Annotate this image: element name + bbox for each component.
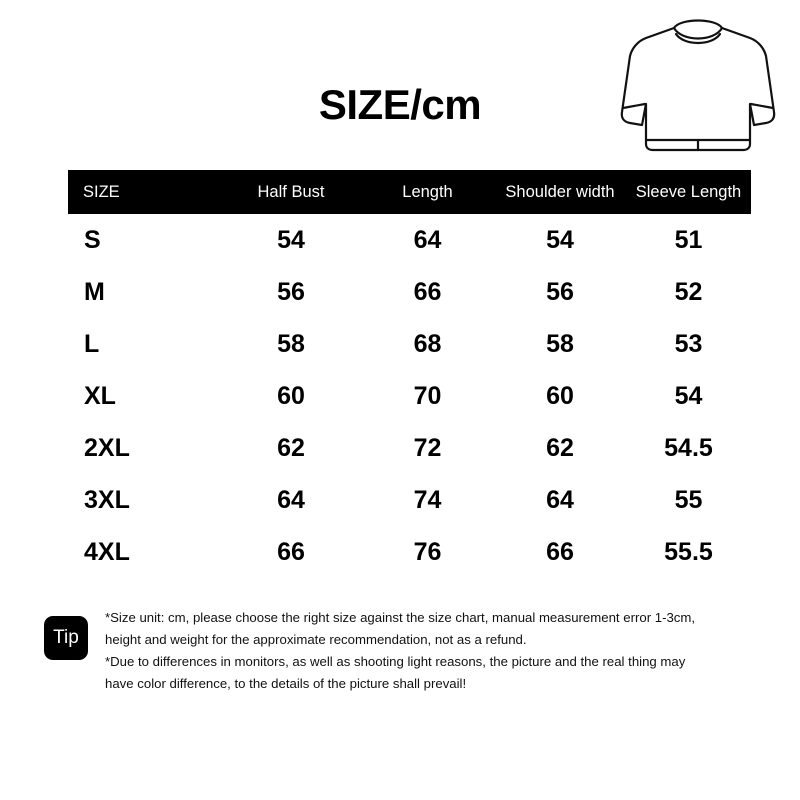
column-header-length: Length [361,170,494,214]
cell-size: L [84,329,100,358]
cell-length: 66 [413,277,442,306]
table-header-row [68,170,751,214]
cell-sleeve-length: 55.5 [664,537,713,566]
cell-half-bust: 58 [277,329,305,358]
cell-sleeve-length: 53 [674,329,703,358]
cell-half-bust: 66 [277,537,305,566]
cell-shoulder-width: 62 [546,433,574,462]
cell-size: M [84,277,105,306]
column-header-shoulder-width: Shoulder width [494,170,626,214]
cell-shoulder-width: 64 [546,485,574,514]
cell-sleeve-length: 54.5 [664,433,713,462]
cell-shoulder-width: 54 [546,225,574,254]
table-header [68,170,751,214]
cell-half-bust: 60 [277,381,305,410]
cell-length: 72 [413,433,442,462]
cell-length: 76 [413,537,442,566]
tip-badge: Tip [44,616,88,660]
table-row [68,266,751,318]
column-header-sleeve-length: Sleeve Length [626,170,751,214]
cell-length: 70 [413,381,442,410]
table-row [68,214,751,266]
table-row [68,318,751,370]
table-row [68,422,751,474]
sweater-illustration [618,8,778,158]
cell-size: S [84,225,101,254]
tip-text [105,608,764,694]
table-row [68,370,751,422]
cell-sleeve-length: 51 [674,225,703,254]
tip-line: *Due to differences in monitors, as well as shooting light reasons, the picture and the real thing may [105,654,686,670]
cell-size: 2XL [84,433,130,462]
cell-half-bust: 62 [277,433,305,462]
cell-half-bust: 64 [277,485,305,514]
table-row [68,526,751,578]
table-body [68,214,751,578]
cell-shoulder-width: 56 [546,277,574,306]
tip-section [44,608,764,696]
cell-shoulder-width: 66 [546,537,574,566]
cell-sleeve-length: 54 [674,381,703,410]
tip-line: height and weight for the approximate recommendation, not as a refund. [105,632,527,648]
tip-line: have color difference, to the details of the picture shall prevail! [105,676,467,692]
cell-half-bust: 54 [277,225,305,254]
cell-length: 64 [413,225,442,254]
cell-shoulder-width: 58 [546,329,574,358]
column-header-size: SIZE [68,170,221,214]
column-header-half-bust: Half Bust [221,170,361,214]
size-chart-table [68,170,751,578]
cell-half-bust: 56 [277,277,305,306]
cell-size: 3XL [84,485,130,514]
tip-line: *Size unit: cm, please choose the right size against the size chart, manual measurement error 1-3cm, [105,610,696,625]
page-title: SIZE/cm [318,81,482,128]
cell-shoulder-width: 60 [546,381,574,410]
cell-size: XL [84,381,116,410]
cell-sleeve-length: 55 [674,485,703,514]
table-row [68,474,751,526]
cell-size: 4XL [84,537,130,566]
cell-sleeve-length: 52 [674,277,703,306]
cell-length: 68 [413,329,442,358]
cell-length: 74 [413,485,442,514]
